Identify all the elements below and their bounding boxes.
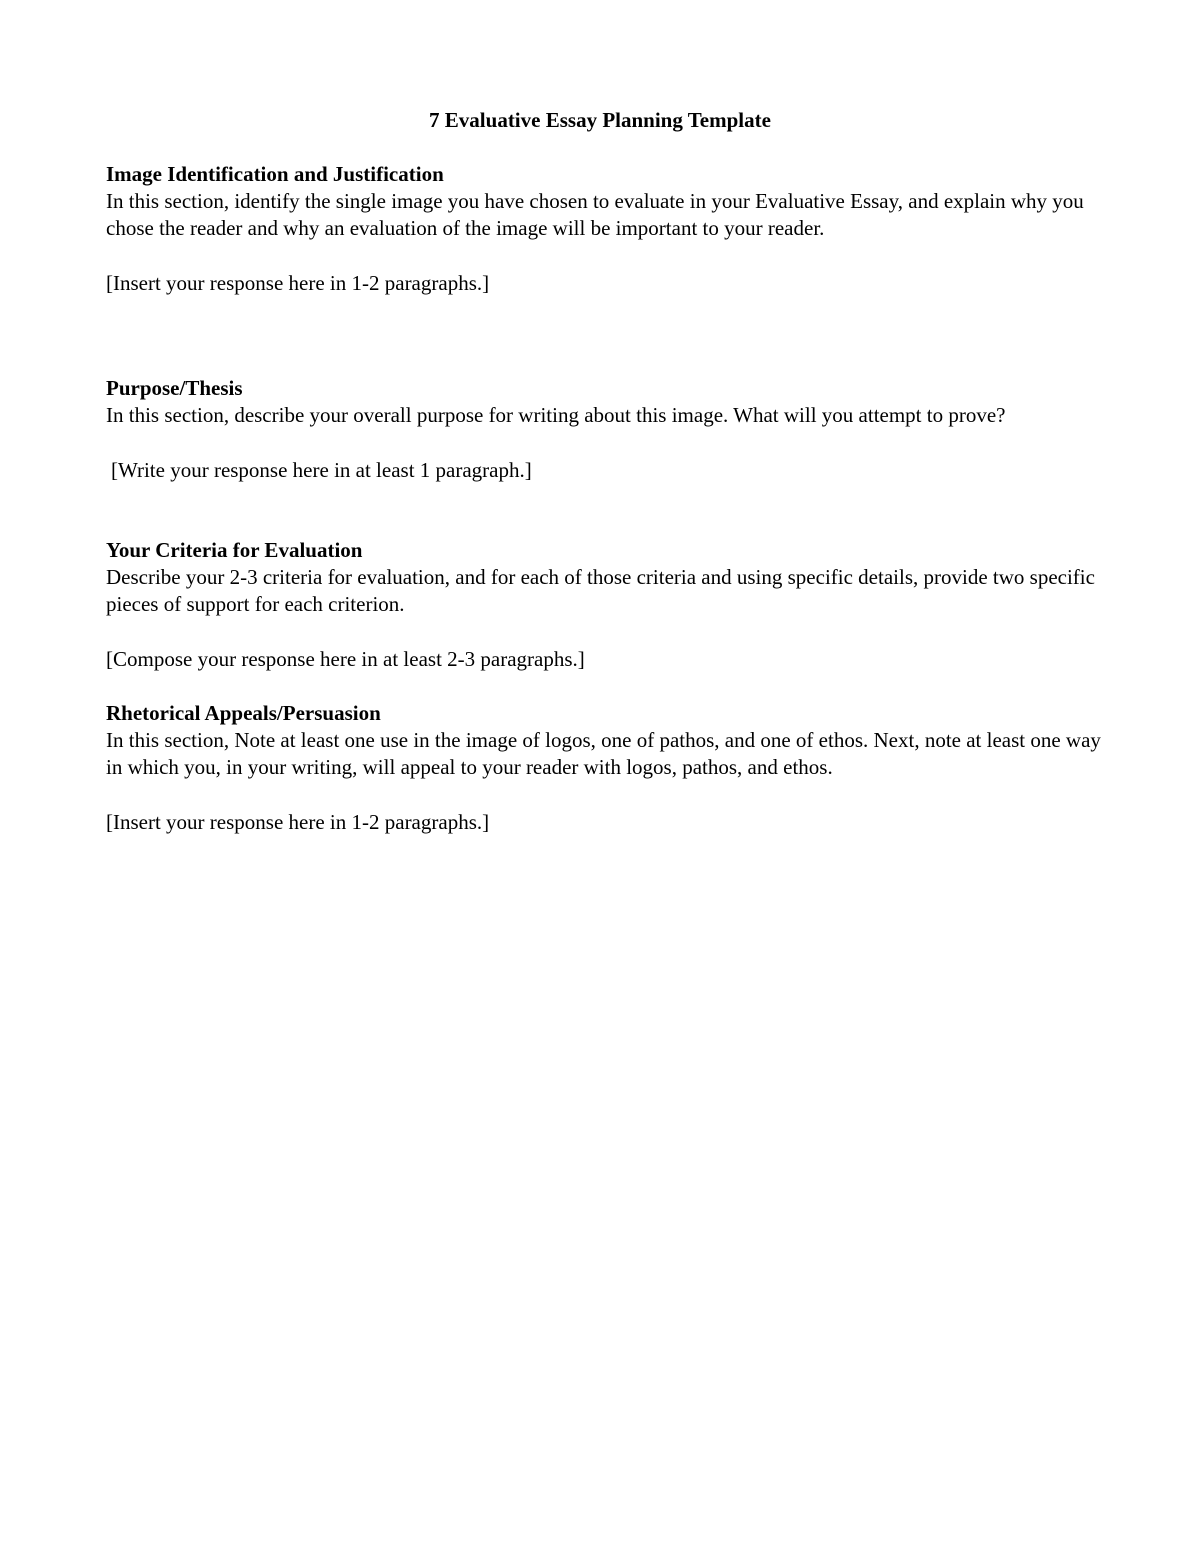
section-heading: Rhetorical Appeals/Persuasion [106,701,381,725]
response-placeholder[interactable]: [Insert your response here in 1-2 paragraphs.] [106,271,490,295]
section-heading: Purpose/Thesis [106,376,243,400]
section-rhetorical-appeals [106,700,1106,836]
section-purpose-thesis [106,375,1106,484]
section-heading: Image Identification and Justification [106,162,444,186]
section-instructions: In this section, Note at least one use in the image of logos, one of pathos, and one of ethos. Next, note at least one way in which you, in your writing, will appeal to your reader with logos, pathos, and ethos. [106,728,1101,779]
section-instructions: In this section, identify the single image you have chosen to evaluate in your Evaluative Essay, and explain why you chose the reader and why an evaluation of the image will be important to your reader. [106,189,1084,240]
section-image-identification [106,161,1106,297]
section-heading: Your Criteria for Evaluation [106,538,363,562]
section-instructions: In this section, describe your overall purpose for writing about this image. What will you attempt to prove? [106,403,1006,427]
response-placeholder[interactable]: [Write your response here in at least 1 paragraph.] [111,458,532,482]
section-instructions: Describe your 2-3 criteria for evaluation, and for each of those criteria and using specific details, provide two specific pieces of support for each criterion. [106,565,1095,616]
response-placeholder[interactable]: [Compose your response here in at least 2-3 paragraphs.] [106,647,585,671]
section-criteria [106,537,1106,673]
response-placeholder[interactable]: [Insert your response here in 1-2 paragraphs.] [106,810,490,834]
document-title: 7 Evaluative Essay Planning Template [429,108,771,132]
